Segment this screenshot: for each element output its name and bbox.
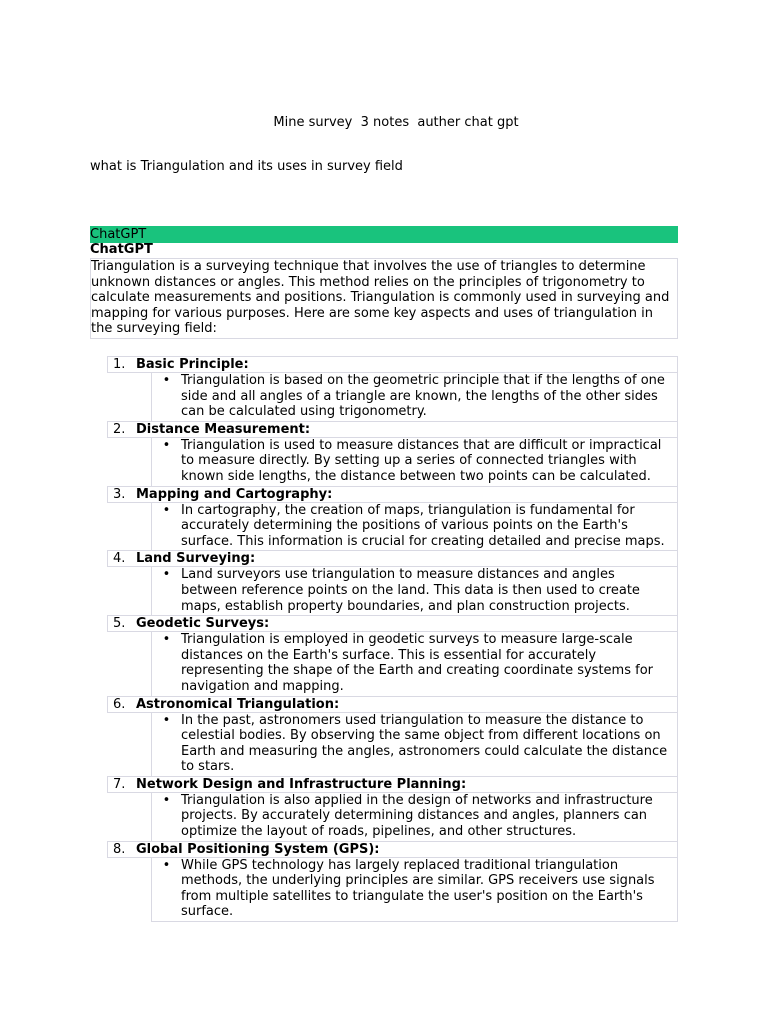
list-item-text: Triangulation is based on the geometric principle that if the lengths of one side and all angles of a triangle are known, the lengths of the other sides can be calculated using trigonometry. [181,373,665,420]
list-item-text: Land surveyors use triangulation to measure distances and angles between reference points on the land. This data is then used to create maps, establish property boundaries, and plan construction projects. [181,567,640,614]
bullet-icon: • [162,792,171,808]
list-item-text: In the past, astronomers used triangulation to measure the distance to celestial bodies. By observing the same object from different locations on Earth and measuring the angles, astronomers could calculate the distance to stars. [181,712,668,775]
list-item [107,550,678,616]
list-item [107,696,678,777]
list-item-number: 3. [113,486,126,502]
list-item-text: Triangulation is employed in geodetic surveys to measure large-scale distances on the Earth's surface. This is essential for accurately representing the shape of the Earth and creating coordinate systems for navigation and mapping. [181,632,653,694]
list-item-number: 5. [113,616,126,632]
list-item-number: 6. [113,696,126,712]
author-label: ChatGPT [90,242,153,257]
list-item-title: Mapping and Cartography: [136,486,333,502]
chatgpt-header-bar: ChatGPT [90,226,678,243]
list-item [107,615,678,696]
list-item [107,841,678,922]
bullet-icon: • [162,437,171,453]
list-item-number: 2. [113,421,126,437]
list-item-text: In cartography, the creation of maps, triangulation is fundamental for accurately determining the positions of various points on the Earth's surface. This information is crucial for creating detailed and precise maps. [181,502,665,549]
list-item-number: 8. [113,841,126,857]
intro-paragraph: Triangulation is a surveying technique that involves the use of triangles to determine unknown distances or angles. This method relies on the principles of trigonometry to calculate measurements and positions. Triangulation is commonly used in surveying and mapping for various purposes. Here are some key aspects and uses of triangulation in the surveying field: [90,258,678,339]
bullet-icon: • [162,502,171,518]
list-item-number: 7. [113,776,126,792]
list-item-title: Distance Measurement: [136,421,311,437]
document-title: Mine survey 3 notes auther chat gpt [273,115,519,130]
list-item-text: While GPS technology has largely replaced traditional triangulation methods, the underlying principles are similar. GPS receivers use signals from multiple satellites to triangulate the user's position on the Earth's surface. [181,857,655,920]
list-item-title: Astronomical Triangulation: [136,696,340,712]
list-item [107,486,678,552]
list-item-number: 1. [113,357,126,372]
uses-list [107,357,678,922]
list-item-title: Land Surveying: [136,551,256,567]
list-item-title: Global Positioning System (GPS): [136,841,380,857]
list-item-number: 4. [113,551,126,567]
list-item-title: Geodetic Surveys: [136,616,270,632]
bullet-icon: • [162,373,171,388]
list-item-text: Triangulation is used to measure distances that are difficult or impractical to measure directly. By setting up a series of connected triangles with known side lengths, the distance between two points can be calculated. [181,437,662,484]
bullet-icon: • [162,857,171,873]
bullet-icon: • [162,632,171,648]
list-item [107,356,678,422]
bullet-icon: • [162,567,171,583]
list-item-title: Basic Principle: [136,357,249,372]
list-item-text: Triangulation is also applied in the design of networks and infrastructure projects. By accurately determining distances and angles, planners can optimize the layout of roads, pipelines, and other structures. [181,792,653,840]
list-item [107,421,678,487]
bullet-icon: • [162,712,171,728]
list-item-title: Network Design and Infrastructure Planning: [136,776,467,792]
question-text: what is Triangulation and its uses in survey field [90,159,403,174]
list-item [107,776,678,842]
